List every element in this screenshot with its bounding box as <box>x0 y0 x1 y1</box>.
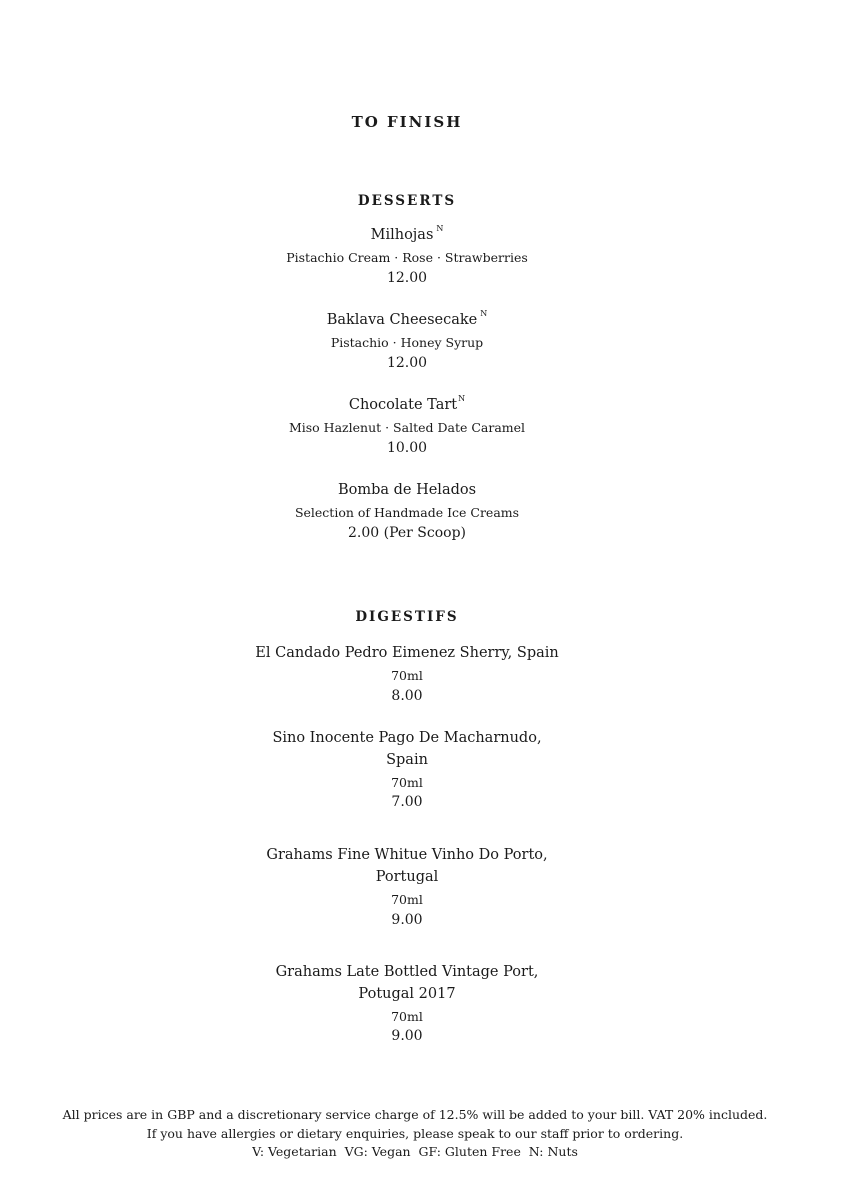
dessert-price: 12.00 <box>386 355 428 371</box>
digestif-volume: 70ml <box>391 892 423 907</box>
digestif-name-line-2: Portugal <box>375 869 439 885</box>
dessert-price: 10.00 <box>386 440 428 456</box>
dessert-name: Chocolate Tart$^N$ <box>348 394 466 413</box>
desserts-heading: DESSERTS <box>357 193 457 209</box>
digestif-price: 7.00 <box>391 794 423 810</box>
dessert-description: Miso Hazlenut · Salted Date Caramel <box>288 420 526 435</box>
dessert-description: Pistachio · Honey Syrup <box>330 335 484 350</box>
nuts-tag: N <box>458 394 466 403</box>
dessert-description: Pistachio Cream · Rose · Strawberries <box>286 250 528 265</box>
dessert-name: Milhojas $^N$ <box>370 224 444 243</box>
digestif-name: Grahams Fine Whitue Vinho Do Porto, <box>266 847 548 863</box>
digestif-volume: 70ml <box>391 1009 423 1024</box>
digestif-name: Grahams Late Bottled Vintage Port, <box>275 964 539 980</box>
digestif-volume: 70ml <box>391 668 423 683</box>
digestif-price: 9.00 <box>391 1028 423 1044</box>
digestif-price: 8.00 <box>391 688 423 704</box>
footer-allergy-note: If you have allergies or dietary enquiries, please speak to our staff prior to ordering. <box>146 1126 684 1141</box>
dessert-price: 2.00 (Per Scoop) <box>347 525 466 541</box>
digestif-volume: 70ml <box>391 775 423 790</box>
footer-dietary-key: V: Vegetarian VG: Vegan GF: Gluten Free N: Nuts <box>252 1144 578 1159</box>
dessert-name: Baklava Cheesecake $^N$ <box>326 309 488 328</box>
page-title: TO FINISH <box>351 113 463 131</box>
nuts-tag: N <box>480 309 488 318</box>
digestifs-heading: DIGESTIFS <box>355 609 459 625</box>
digestif-name-line-2: Spain <box>386 752 428 768</box>
footer-pricing-note: All prices are in GBP and a discretionary service charge of 12.5% will be added to your bill. VAT 20% included. <box>62 1107 768 1122</box>
digestif-name-line-2: Potugal 2017 <box>358 986 456 1002</box>
nuts-tag: N <box>436 224 444 233</box>
dessert-description: Selection of Handmade Ice Creams <box>294 505 520 520</box>
digestif-name: El Candado Pedro Eimenez Sherry, Spain <box>255 645 559 661</box>
dessert-name: Bomba de Helados <box>337 482 477 498</box>
dessert-price: 12.00 <box>386 270 428 286</box>
digestif-price: 9.00 <box>391 912 423 928</box>
digestif-name: Sino Inocente Pago De Macharnudo, <box>272 730 542 746</box>
